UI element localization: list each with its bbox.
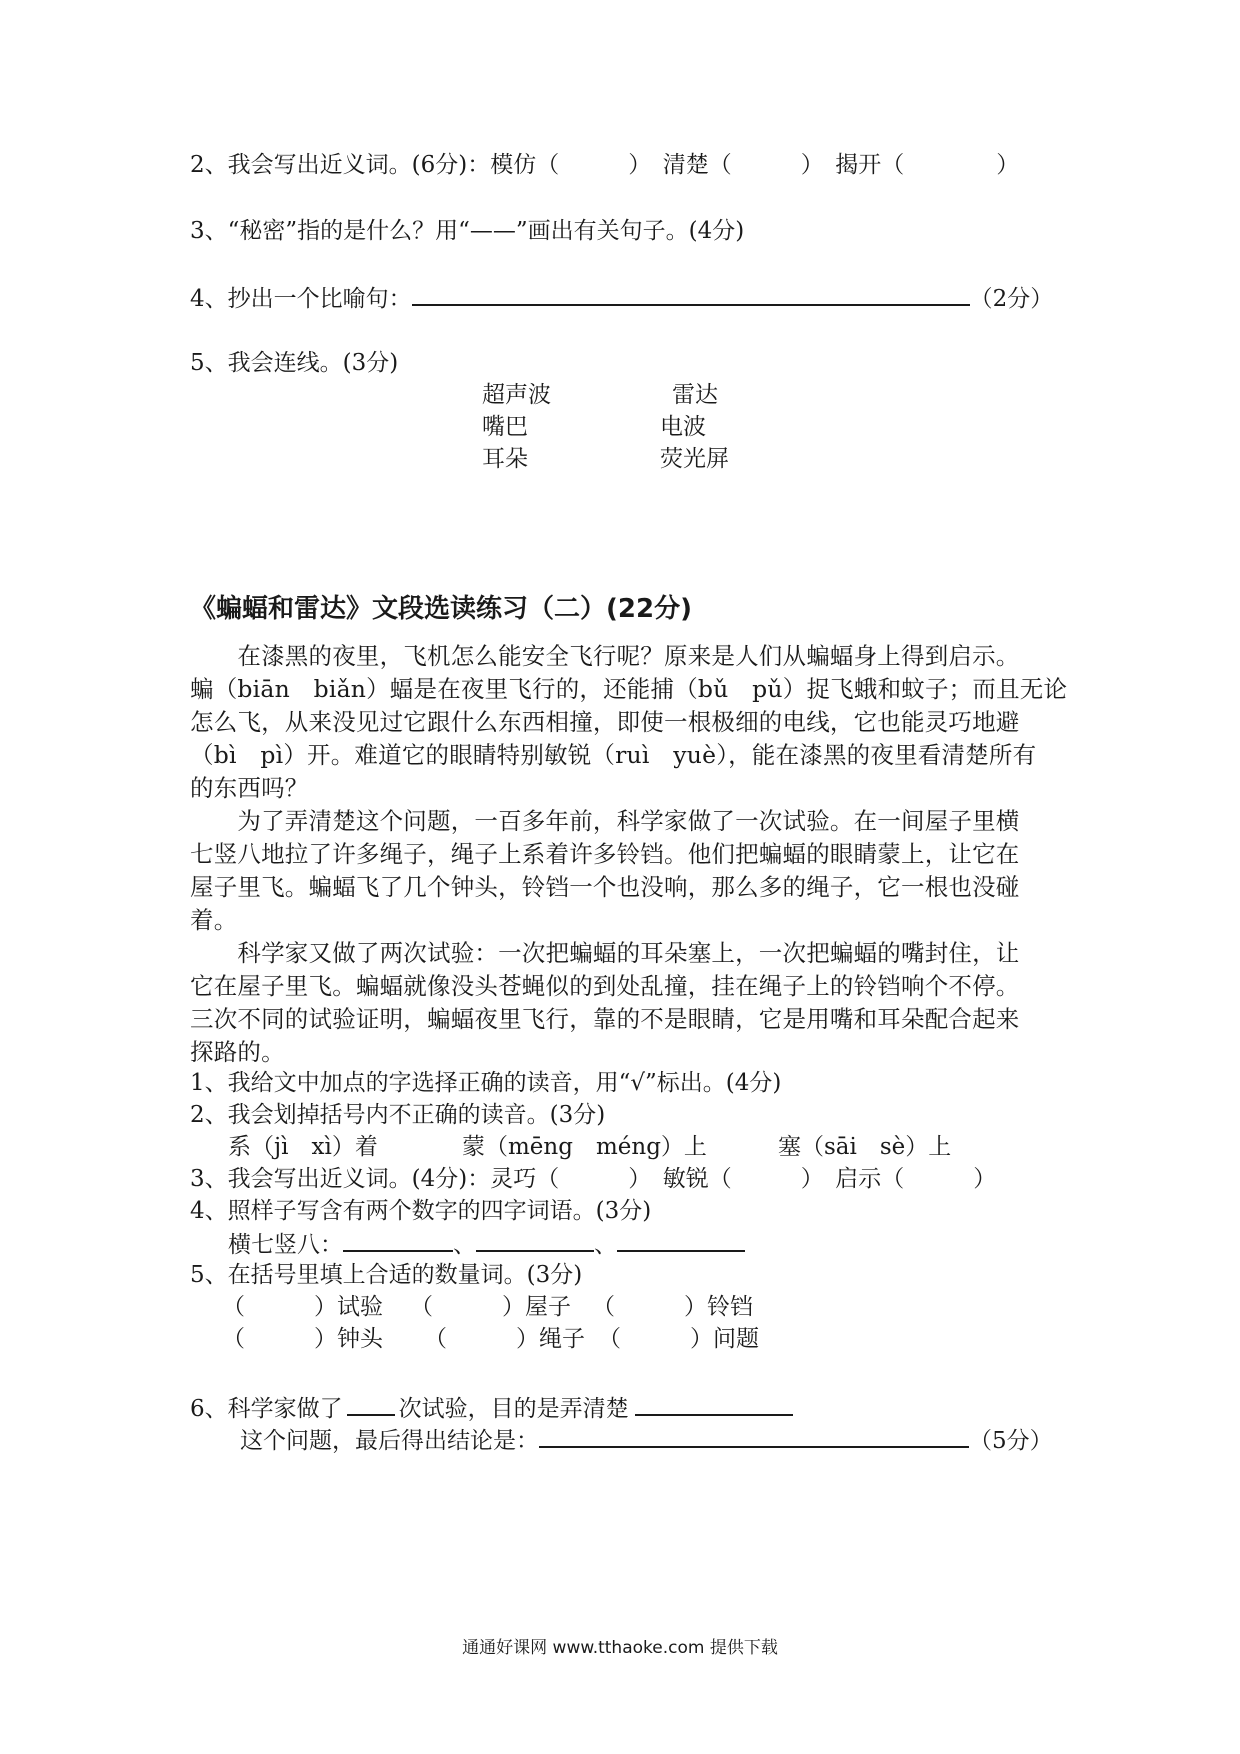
footer-credit: 通通好课网 www.tthaoke.com 提供下载 (462, 1638, 778, 1658)
measure-word-item[interactable]: （ ）钟头 (222, 1326, 383, 1352)
question-6-score: （5分） (969, 1428, 1053, 1454)
example-label: 横七竖八： (228, 1232, 343, 1258)
section-title: 《蝙蝠和雷达》文段选读练习（二）(22分) (190, 594, 692, 624)
answer-blank[interactable] (617, 1228, 745, 1252)
pinyin-item[interactable]: 系（jì xì）着 (228, 1134, 378, 1160)
question-6-text-c: 这个问题，最后得出结论是： (240, 1428, 539, 1454)
answer-blank[interactable] (539, 1424, 969, 1448)
match-right-item[interactable]: 电波 (660, 414, 706, 440)
s2-question-6-conclusion (240, 1424, 1053, 1456)
paragraph-line: 的东西吗？ (190, 774, 309, 802)
paragraph-line: （bì pì）开。难道它的眼睛特别敏锐（ruì yuè），能在漆黑的夜里看清楚所有 (190, 741, 1037, 769)
s2-question-4: 4、照样子写含有两个数字的四字词语。(3分) (190, 1198, 652, 1224)
pinyin-item[interactable]: 蒙（mēng méng）上 (462, 1134, 707, 1160)
match-right-item[interactable]: 雷达 (672, 382, 718, 408)
paragraph-line: 它在屋子里飞。蝙蝠就像没头苍蝇似的到处乱撞，挂在绳子上的铃铛响个不停。 (190, 972, 1020, 1000)
measure-word-item[interactable]: （ ）试验 (222, 1294, 383, 1320)
match-left-item[interactable]: 耳朵 (482, 446, 528, 472)
answer-blank[interactable] (412, 282, 970, 306)
question-5-matching: 5、我会连线。(3分) (190, 350, 399, 376)
pinyin-item[interactable]: 塞（sāi sè）上 (778, 1134, 952, 1160)
question-2-synonyms: 2、我会写出近义词。(6分)：模仿（ ） 清楚（ ） 揭开（ ） (190, 152, 1020, 178)
measure-word-item[interactable]: （ ）绳子 (424, 1326, 585, 1352)
paragraph-line: 探路的。 (190, 1038, 285, 1066)
question-4-simile (190, 282, 1053, 314)
match-left-item[interactable]: 超声波 (482, 382, 551, 408)
s2-question-3: 3、我会写出近义词。(4分)：灵巧（ ） 敏锐（ ） 启示（ ） (190, 1166, 997, 1192)
measure-word-item[interactable]: （ ）屋子 (410, 1294, 571, 1320)
question-6-text-a: 6、科学家做了 (190, 1396, 343, 1422)
paragraph-line: 在漆黑的夜里，飞机怎么能安全飞行呢？原来是人们从蝙蝠身上得到启示。 (190, 642, 1020, 670)
paragraph-line: 屋子里飞。蝙蝠飞了几个钟头，铃铛一个也没响，那么多的绳子，它一根也没碰 (190, 873, 1020, 901)
match-right-item[interactable]: 荧光屏 (660, 446, 729, 472)
paragraph-line: 蝙（biān biǎn）蝠是在夜里飞行的，还能捕（bǔ pǔ）捉飞蛾和蚊子；而且无论 (190, 675, 1068, 703)
s2-question-4-example: 横七竖八： 、 、 (228, 1228, 745, 1260)
paragraph-line: 着。 (190, 906, 238, 934)
question-4-score: （2分） (969, 286, 1054, 312)
paragraph-line: 科学家又做了两次试验：一次把蝙蝠的耳朵塞上，一次把蝙蝠的嘴封住，让 (190, 939, 1020, 967)
s2-question-6 (190, 1392, 793, 1424)
s2-question-2: 2、我会划掉括号内不正确的读音。(3分) (190, 1102, 606, 1128)
paragraph-line: 怎么飞，从来没见过它跟什么东西相撞，即使一根极细的电线，它也能灵巧地避 (190, 708, 1020, 736)
s2-question-1: 1、我给文中加点的字选择正确的读音，用“√”标出。(4分) (190, 1070, 782, 1096)
measure-word-item[interactable]: （ ）铃铛 (592, 1294, 753, 1320)
question-3-secret: 3、“秘密”指的是什么？用“——”画出有关句子。(4分) (190, 218, 745, 244)
answer-blank[interactable] (347, 1392, 395, 1416)
s2-question-5: 5、在括号里填上合适的数量词。(3分) (190, 1262, 583, 1288)
paragraph-line: 三次不同的试验证明，蝙蝠夜里飞行，靠的不是眼睛，它是用嘴和耳朵配合起来 (190, 1005, 1020, 1033)
question-4-label: 4、抄出一个比喻句： (190, 286, 412, 312)
answer-blank[interactable] (476, 1228, 594, 1252)
paragraph-line: 为了弄清楚这个问题，一百多年前，科学家做了一次试验。在一间屋子里横 (190, 807, 1020, 835)
measure-word-item[interactable]: （ ）问题 (598, 1326, 759, 1352)
paragraph-line: 七竖八地拉了许多绳子，绳子上系着许多铃铛。他们把蝙蝠的眼睛蒙上，让它在 (190, 840, 1020, 868)
question-6-text-b: 次试验，目的是弄清楚 (398, 1396, 629, 1422)
match-left-item[interactable]: 嘴巴 (482, 414, 528, 440)
answer-blank[interactable] (635, 1392, 793, 1416)
answer-blank[interactable] (343, 1228, 453, 1252)
